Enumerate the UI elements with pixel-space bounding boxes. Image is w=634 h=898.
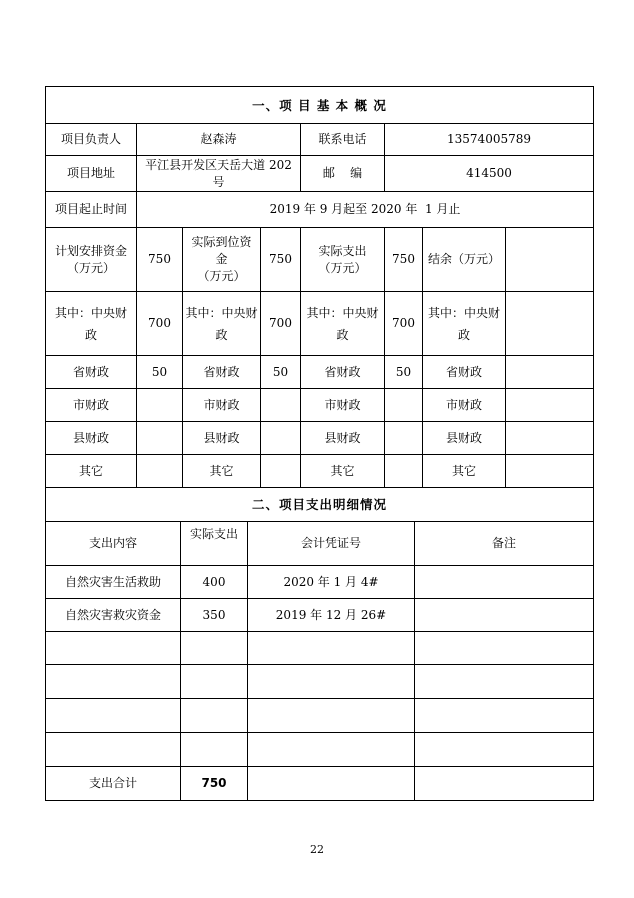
- province-balance-value: [506, 356, 594, 389]
- spent-funds-value: 750: [385, 228, 423, 292]
- city-planned-value: [137, 389, 183, 422]
- central-received-label-line1: 其中：中央财: [185, 305, 258, 320]
- county-finance-label: 县财政: [46, 422, 137, 455]
- phone-label: 联系电话: [301, 124, 385, 156]
- row-voucher: 2020 年 1 月 4#: [248, 566, 415, 599]
- central-spent-value: 700: [385, 292, 423, 356]
- province-finance-label: 省财政: [46, 356, 137, 389]
- province-planned-value: 50: [137, 356, 183, 389]
- central-balance-label-line1: 其中：中央财: [427, 305, 500, 320]
- row-voucher: [248, 699, 415, 733]
- other-spent-label: 其它: [301, 455, 385, 488]
- other-spent-value: [385, 455, 423, 488]
- province-spent-label: 省财政: [301, 356, 385, 389]
- county-received-value: [261, 422, 301, 455]
- row-remark: [415, 599, 594, 632]
- other-received-value: [261, 455, 301, 488]
- planned-funds-value: 750: [137, 228, 183, 292]
- city-balance-label: 市财政: [423, 389, 506, 422]
- row-actual: [181, 699, 248, 733]
- received-funds-label: [183, 228, 261, 292]
- row-remark: [415, 566, 594, 599]
- county-balance-value: [506, 422, 594, 455]
- row-content: [46, 632, 181, 665]
- page-number: 22: [310, 843, 324, 856]
- project-basic-info-table: [45, 86, 594, 488]
- section1-title: 一、项 目 基 本 概 况: [46, 87, 594, 124]
- city-finance-label: 市财政: [46, 389, 137, 422]
- section2-title: 二、项目支出明细情况: [46, 488, 594, 522]
- row-actual: [181, 632, 248, 665]
- row-remark: [415, 665, 594, 699]
- central-spent-label-line2: 政: [336, 327, 349, 342]
- header-voucher-number: 会计凭证号: [248, 522, 415, 566]
- planned-funds-label-line2: （万元）: [66, 260, 115, 275]
- other-planned-value: [137, 455, 183, 488]
- balance-label: 结余（万元）: [423, 228, 506, 292]
- phone-value: 13574005789: [385, 124, 594, 156]
- table-row: [46, 632, 594, 665]
- row-content: [46, 733, 181, 767]
- received-funds-value: 750: [261, 228, 301, 292]
- project-leader-label: 项目负责人: [46, 124, 137, 156]
- central-balance-value: [506, 292, 594, 356]
- received-funds-label-line1: 实际到位资: [191, 235, 252, 249]
- city-spent-value: [385, 389, 423, 422]
- central-balance-label-line2: 政: [457, 327, 470, 342]
- total-value: 750: [181, 767, 248, 801]
- table-row: [46, 566, 594, 599]
- province-received-value: 50: [261, 356, 301, 389]
- row-actual: 350: [181, 599, 248, 632]
- row-content: 自然灾害生活救助: [46, 566, 181, 599]
- city-received-value: [261, 389, 301, 422]
- central-received-value: 700: [261, 292, 301, 356]
- other-received-label: 其它: [183, 455, 261, 488]
- row-remark: [415, 733, 594, 767]
- central-spent-label: [301, 292, 385, 356]
- row-voucher: 2019 年 12 月 26#: [248, 599, 415, 632]
- central-finance-label: [46, 292, 137, 356]
- province-balance-label: 省财政: [423, 356, 506, 389]
- period-label: 项目起止时间: [46, 192, 137, 228]
- city-received-label: 市财政: [183, 389, 261, 422]
- spent-funds-label-line2: （万元）: [318, 260, 367, 275]
- table-row: [46, 733, 594, 767]
- county-balance-label: 县财政: [423, 422, 506, 455]
- planned-funds-label-line1: 计划安排资金: [54, 243, 127, 258]
- table-row: [46, 699, 594, 733]
- row-content: [46, 665, 181, 699]
- central-finance-label-line2: 政: [84, 327, 97, 342]
- province-spent-value: 50: [385, 356, 423, 389]
- total-remark-empty: [415, 767, 594, 801]
- address-value: 平江县开发区天岳大道 202 号: [137, 156, 301, 192]
- county-spent-label: 县财政: [301, 422, 385, 455]
- other-balance-label: 其它: [423, 455, 506, 488]
- row-content: [46, 699, 181, 733]
- table-row: [46, 665, 594, 699]
- header-remark: 备注: [415, 522, 594, 566]
- row-actual: [181, 733, 248, 767]
- city-balance-value: [506, 389, 594, 422]
- received-funds-label-line3: （万元）: [197, 269, 246, 283]
- other-finance-label: 其它: [46, 455, 137, 488]
- address-label: 项目地址: [46, 156, 137, 192]
- project-leader-value: 赵森涛: [137, 124, 301, 156]
- row-voucher: [248, 733, 415, 767]
- other-balance-value: [506, 455, 594, 488]
- central-received-label: [183, 292, 261, 356]
- planned-funds-label: [46, 228, 137, 292]
- row-actual: 400: [181, 566, 248, 599]
- county-received-label: 县财政: [183, 422, 261, 455]
- postcode-label: 邮 编: [301, 156, 385, 192]
- row-remark: [415, 632, 594, 665]
- total-label: 支出合计: [46, 767, 181, 801]
- header-expense-content: 支出内容: [46, 522, 181, 566]
- header-actual-spent-text: 实际支出: [189, 527, 238, 540]
- header-actual-spent: [181, 522, 248, 566]
- central-spent-label-line1: 其中：中央财: [306, 305, 379, 320]
- project-report-sheet: [45, 86, 593, 801]
- row-remark: [415, 699, 594, 733]
- province-received-label: 省财政: [183, 356, 261, 389]
- county-planned-value: [137, 422, 183, 455]
- spent-funds-label-line1: 实际支出: [318, 243, 367, 258]
- row-content: 自然灾害救灾资金: [46, 599, 181, 632]
- postcode-value: 414500: [385, 156, 594, 192]
- total-voucher-empty: [248, 767, 415, 801]
- received-funds-label-line2: 金: [215, 252, 228, 266]
- central-received-label-line2: 政: [215, 327, 228, 342]
- spent-funds-label: [301, 228, 385, 292]
- expenditure-detail-table: [45, 487, 594, 801]
- balance-value: [506, 228, 594, 292]
- city-spent-label: 市财政: [301, 389, 385, 422]
- central-finance-label-line1: 其中：中央财: [54, 305, 127, 320]
- row-voucher: [248, 632, 415, 665]
- county-spent-value: [385, 422, 423, 455]
- table-row: [46, 599, 594, 632]
- row-actual: [181, 665, 248, 699]
- central-balance-label: [423, 292, 506, 356]
- central-planned-value: 700: [137, 292, 183, 356]
- period-value: 2019 年 9 月起至 2020 年 1 月止: [137, 192, 594, 228]
- row-voucher: [248, 665, 415, 699]
